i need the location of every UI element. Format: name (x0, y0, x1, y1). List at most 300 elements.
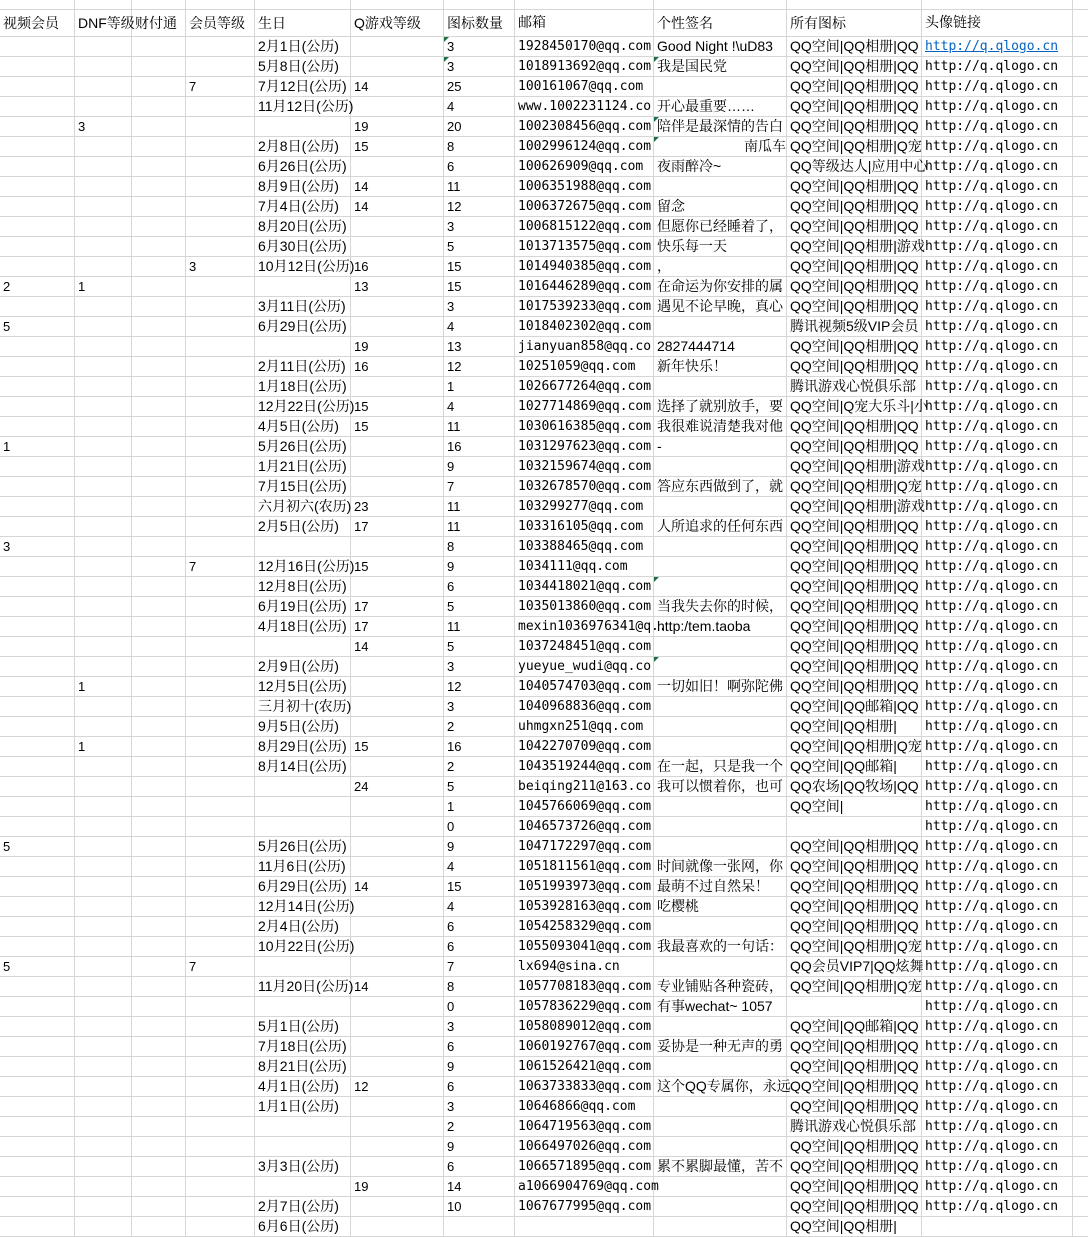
cell-icons[interactable]: QQ空间|QQ邮箱|QQ (787, 697, 922, 717)
cell-icons[interactable]: QQ空间|QQ相册|QQ (787, 637, 922, 657)
cell-dnf[interactable] (75, 897, 132, 917)
cell-birthday[interactable]: 8月9日(公历) (255, 177, 351, 197)
cell-icons[interactable]: QQ空间|QQ相册|QQ (787, 857, 922, 877)
cell-qgame[interactable] (351, 817, 444, 837)
cell-icon_count[interactable]: 15 (444, 877, 515, 897)
cell-signature[interactable]: 选择了就别放手，要 (654, 397, 787, 417)
cell-icons[interactable]: QQ空间|QQ相册|游戏 (787, 457, 922, 477)
cell-video_vip[interactable] (0, 497, 75, 517)
cell-icons[interactable]: QQ空间|QQ相册|游戏 (787, 237, 922, 257)
cell-caifutong[interactable] (132, 737, 186, 757)
cell-caifutong[interactable] (132, 817, 186, 837)
cell-member_level[interactable] (186, 517, 255, 537)
cell-avatar[interactable]: http://q.qlogo.cn (922, 777, 1073, 797)
cell-signature[interactable] (654, 177, 787, 197)
cell-video_vip[interactable] (0, 997, 75, 1017)
cell-icons[interactable]: QQ空间|QQ相册|QQ (787, 417, 922, 437)
cell-email[interactable]: jianyuan858@qq.co (515, 337, 654, 357)
cell-video_vip[interactable] (0, 677, 75, 697)
cell-qgame[interactable]: 17 (351, 517, 444, 537)
cell-avatar[interactable]: http://q.qlogo.cn (922, 817, 1073, 837)
cell-email[interactable]: 1063733833@qq.com (515, 1077, 654, 1097)
cell-avatar[interactable]: http://q.qlogo.cn (922, 957, 1073, 977)
cell-icons[interactable]: QQ空间|QQ相册|QQ (787, 177, 922, 197)
cell-avatar[interactable]: http://q.qlogo.cn (922, 117, 1073, 137)
cell-member_level[interactable]: 7 (186, 557, 255, 577)
cell-icons[interactable]: QQ空间|QQ相册|QQ (787, 917, 922, 937)
cell-icons[interactable]: 腾讯游戏心悦俱乐部 (787, 377, 922, 397)
cell-caifutong[interactable] (132, 277, 186, 297)
cell-member_level[interactable] (186, 57, 255, 77)
cell-email[interactable]: 1928450170@qq.com (515, 37, 654, 57)
cell-icons[interactable]: QQ空间|QQ相册|QQ (787, 877, 922, 897)
cell-caifutong[interactable] (132, 797, 186, 817)
cell-qgame[interactable] (351, 717, 444, 737)
cell-birthday[interactable]: 六月初六(农历) (255, 497, 351, 517)
cell-caifutong[interactable] (132, 57, 186, 77)
cell-video_vip[interactable] (0, 1057, 75, 1077)
cell-avatar[interactable]: http://q.qlogo.cn (922, 257, 1073, 277)
cell-qgame[interactable] (351, 437, 444, 457)
cell-avatar[interactable]: http://q.qlogo.cn (922, 997, 1073, 1017)
cell-caifutong[interactable] (132, 697, 186, 717)
cell-birthday[interactable] (255, 997, 351, 1017)
cell-qgame[interactable] (351, 997, 444, 1017)
cell-qgame[interactable]: 14 (351, 77, 444, 97)
cell-email[interactable]: 1013713575@qq.com (515, 237, 654, 257)
cell-icons[interactable]: QQ会员VIP7|QQ炫舞 (787, 957, 922, 977)
cell-caifutong[interactable] (132, 557, 186, 577)
cell-email[interactable]: 1035013860@qq.com (515, 597, 654, 617)
cell-member_level[interactable] (186, 477, 255, 497)
cell-member_level[interactable] (186, 597, 255, 617)
cell-dnf[interactable] (75, 817, 132, 837)
cell-avatar[interactable]: http://q.qlogo.cn (922, 157, 1073, 177)
cell-email[interactable]: 1046573726@qq.com (515, 817, 654, 837)
cell-icon_count[interactable]: 3 (444, 37, 515, 57)
cell-caifutong[interactable] (132, 677, 186, 697)
cell-icons[interactable]: QQ空间|QQ相册|Q宠 (787, 737, 922, 757)
cell-birthday[interactable]: 3月3日(公历) (255, 1157, 351, 1177)
cell-member_level[interactable] (186, 277, 255, 297)
cell-video_vip[interactable] (0, 297, 75, 317)
cell-dnf[interactable] (75, 997, 132, 1017)
cell-birthday[interactable]: 5月8日(公历) (255, 57, 351, 77)
cell-icons[interactable]: QQ空间|QQ相册|QQ (787, 837, 922, 857)
cell-member_level[interactable] (186, 1077, 255, 1097)
cell-caifutong[interactable] (132, 517, 186, 537)
cell-icons[interactable]: QQ空间|QQ相册|QQ (787, 517, 922, 537)
cell-birthday[interactable]: 11月20日(公历) (255, 977, 351, 997)
cell-caifutong[interactable] (132, 77, 186, 97)
cell-avatar[interactable]: http://q.qlogo.cn (922, 437, 1073, 457)
cell-email[interactable]: 1006815122@qq.com (515, 217, 654, 237)
cell-icons[interactable]: QQ空间|QQ相册|QQ (787, 597, 922, 617)
cell-email[interactable]: 1067677995@qq.com (515, 1197, 654, 1217)
cell-dnf[interactable]: 1 (75, 277, 132, 297)
cell-member_level[interactable] (186, 797, 255, 817)
cell-avatar[interactable]: http://q.qlogo.cn (922, 97, 1073, 117)
cell-video_vip[interactable] (0, 517, 75, 537)
cell-birthday[interactable]: 7月12日(公历) (255, 77, 351, 97)
cell-email[interactable]: 103299277@qq.com (515, 497, 654, 517)
cell-member_level[interactable] (186, 317, 255, 337)
column-header-signature[interactable]: 个性签名 (654, 10, 787, 37)
cell-birthday[interactable] (255, 537, 351, 557)
cell-member_level[interactable] (186, 457, 255, 477)
cell-icons[interactable] (787, 997, 922, 1017)
cell-birthday[interactable]: 7月18日(公历) (255, 1037, 351, 1057)
cell-member_level[interactable] (186, 937, 255, 957)
cell-caifutong[interactable] (132, 897, 186, 917)
cell-qgame[interactable]: 15 (351, 737, 444, 757)
cell-icons[interactable]: QQ空间|QQ相册|QQ (787, 657, 922, 677)
cell-email[interactable]: 1031297623@qq.com (515, 437, 654, 457)
cell-member_level[interactable] (186, 357, 255, 377)
cell-icon_count[interactable]: 3 (444, 57, 515, 77)
cell-icon_count[interactable]: 14 (444, 1177, 515, 1197)
cell-caifutong[interactable] (132, 357, 186, 377)
cell-member_level[interactable] (186, 1157, 255, 1177)
cell-member_level[interactable] (186, 777, 255, 797)
cell-caifutong[interactable] (132, 197, 186, 217)
cell-caifutong[interactable] (132, 297, 186, 317)
cell-signature[interactable]: 陪伴是最深情的告白 (654, 117, 787, 137)
cell-avatar[interactable]: http://q.qlogo.cn (922, 457, 1073, 477)
cell-email[interactable]: 1037248451@qq.com (515, 637, 654, 657)
cell-qgame[interactable]: 14 (351, 637, 444, 657)
cell-caifutong[interactable] (132, 417, 186, 437)
cell-dnf[interactable] (75, 297, 132, 317)
cell-birthday[interactable] (255, 1177, 351, 1197)
cell-qgame[interactable] (351, 217, 444, 237)
cell-qgame[interactable] (351, 917, 444, 937)
cell-dnf[interactable] (75, 357, 132, 377)
cell-avatar[interactable]: http://q.qlogo.cn (922, 1197, 1073, 1217)
cell-icon_count[interactable]: 2 (444, 757, 515, 777)
cell-video_vip[interactable] (0, 257, 75, 277)
cell-video_vip[interactable] (0, 197, 75, 217)
cell-dnf[interactable] (75, 437, 132, 457)
cell-signature[interactable]: 遇见不论早晚，真心 (654, 297, 787, 317)
cell-signature[interactable] (654, 1217, 787, 1237)
cell-video_vip[interactable] (0, 37, 75, 57)
cell-video_vip[interactable] (0, 777, 75, 797)
cell-dnf[interactable] (75, 257, 132, 277)
cell-dnf[interactable] (75, 1057, 132, 1077)
cell-qgame[interactable]: 16 (351, 357, 444, 377)
cell-signature[interactable]: ， (654, 257, 787, 277)
cell-signature[interactable] (654, 77, 787, 97)
cell-email[interactable]: 1002996124@qq.com (515, 137, 654, 157)
cell-birthday[interactable]: 5月26日(公历) (255, 437, 351, 457)
cell-email[interactable]: 1064719563@qq.com (515, 1117, 654, 1137)
cell-member_level[interactable] (186, 997, 255, 1017)
cell-member_level[interactable] (186, 757, 255, 777)
cell-qgame[interactable] (351, 1217, 444, 1237)
cell-avatar[interactable]: http://q.qlogo.cn (922, 657, 1073, 677)
cell-dnf[interactable] (75, 637, 132, 657)
cell-email[interactable]: 1053928163@qq.com (515, 897, 654, 917)
cell-video_vip[interactable] (0, 1017, 75, 1037)
cell-avatar[interactable]: http://q.qlogo.cn (922, 1157, 1073, 1177)
cell-email[interactable]: 10646866@qq.com (515, 1097, 654, 1117)
cell-video_vip[interactable] (0, 577, 75, 597)
cell-member_level[interactable] (186, 237, 255, 257)
cell-member_level[interactable] (186, 857, 255, 877)
cell-icons[interactable]: QQ空间|QQ相册|QQ (787, 1137, 922, 1157)
cell-qgame[interactable]: 15 (351, 137, 444, 157)
cell-dnf[interactable] (75, 137, 132, 157)
cell-birthday[interactable] (255, 797, 351, 817)
cell-video_vip[interactable] (0, 1177, 75, 1197)
cell-signature[interactable]: 专业铺贴各种瓷砖， (654, 977, 787, 997)
cell-signature[interactable]: 一切如旧！啊弥陀佛 (654, 677, 787, 697)
cell-signature[interactable] (654, 1097, 787, 1117)
cell-video_vip[interactable]: 3 (0, 537, 75, 557)
cell-birthday[interactable]: 4月1日(公历) (255, 1077, 351, 1097)
cell-caifutong[interactable] (132, 717, 186, 737)
cell-avatar[interactable]: http://q.qlogo.cn (922, 697, 1073, 717)
cell-caifutong[interactable] (132, 1117, 186, 1137)
cell-icons[interactable]: QQ空间|QQ相册|QQ (787, 197, 922, 217)
cell-caifutong[interactable] (132, 1217, 186, 1237)
cell-email[interactable]: 1066497026@qq.com (515, 1137, 654, 1157)
cell-birthday[interactable]: 6月29日(公历) (255, 317, 351, 337)
cell-signature[interactable] (654, 1177, 787, 1197)
cell-qgame[interactable]: 16 (351, 257, 444, 277)
cell-member_level[interactable] (186, 1117, 255, 1137)
cell-qgame[interactable] (351, 857, 444, 877)
cell-member_level[interactable] (186, 977, 255, 997)
cell-icon_count[interactable]: 6 (444, 1037, 515, 1057)
cell-icons[interactable]: QQ等级达人|应用中心 (787, 157, 922, 177)
cell-icon_count[interactable]: 0 (444, 997, 515, 1017)
cell-signature[interactable] (654, 537, 787, 557)
cell-avatar[interactable]: http://q.qlogo.cn (922, 317, 1073, 337)
cell-caifutong[interactable] (132, 1077, 186, 1097)
cell-icon_count[interactable]: 13 (444, 337, 515, 357)
cell-qgame[interactable] (351, 1157, 444, 1177)
cell-member_level[interactable] (186, 817, 255, 837)
cell-icons[interactable]: QQ空间|QQ相册|Q宠 (787, 977, 922, 997)
cell-email[interactable]: 1040968836@qq.com (515, 697, 654, 717)
cell-caifutong[interactable] (132, 377, 186, 397)
cell-signature[interactable] (654, 317, 787, 337)
cell-email[interactable]: 1055093041@qq.com (515, 937, 654, 957)
cell-icons[interactable]: QQ空间|QQ相册|QQ (787, 677, 922, 697)
cell-caifutong[interactable] (132, 977, 186, 997)
cell-avatar[interactable]: http://q.qlogo.cn (922, 377, 1073, 397)
cell-video_vip[interactable] (0, 637, 75, 657)
cell-video_vip[interactable] (0, 757, 75, 777)
cell-signature[interactable] (654, 837, 787, 857)
cell-video_vip[interactable]: 5 (0, 837, 75, 857)
cell-birthday[interactable]: 8月29日(公历) (255, 737, 351, 757)
cell-dnf[interactable] (75, 577, 132, 597)
cell-birthday[interactable]: 2月8日(公历) (255, 137, 351, 157)
cell-dnf[interactable] (75, 917, 132, 937)
cell-signature[interactable]: 在命运为你安排的属 (654, 277, 787, 297)
cell-signature[interactable] (654, 957, 787, 977)
cell-video_vip[interactable] (0, 1117, 75, 1137)
cell-member_level[interactable] (186, 1137, 255, 1157)
cell-qgame[interactable] (351, 1037, 444, 1057)
cell-dnf[interactable] (75, 217, 132, 237)
cell-icons[interactable]: QQ空间|QQ相册|游戏 (787, 497, 922, 517)
cell-signature[interactable] (654, 817, 787, 837)
cell-icons[interactable]: QQ空间|QQ相册|QQ (787, 77, 922, 97)
cell-icon_count[interactable]: 8 (444, 977, 515, 997)
cell-qgame[interactable] (351, 937, 444, 957)
cell-birthday[interactable]: 12月14日(公历) (255, 897, 351, 917)
cell-video_vip[interactable]: 5 (0, 317, 75, 337)
cell-signature[interactable]: 我最喜欢的一句话： (654, 937, 787, 957)
cell-caifutong[interactable] (132, 337, 186, 357)
cell-qgame[interactable]: 17 (351, 617, 444, 637)
cell-signature[interactable] (654, 797, 787, 817)
cell-signature[interactable] (654, 1137, 787, 1157)
cell-caifutong[interactable] (132, 1137, 186, 1157)
cell-avatar[interactable]: http://q.qlogo.cn (922, 1097, 1073, 1117)
cell-member_level[interactable] (186, 537, 255, 557)
cell-member_level[interactable] (186, 157, 255, 177)
cell-qgame[interactable] (351, 697, 444, 717)
cell-member_level[interactable] (186, 617, 255, 637)
cell-email[interactable]: 1042270709@qq.com (515, 737, 654, 757)
cell-caifutong[interactable] (132, 857, 186, 877)
cell-dnf[interactable]: 1 (75, 677, 132, 697)
cell-signature[interactable]: 在一起，只是我一个 (654, 757, 787, 777)
cell-avatar[interactable]: http://q.qlogo.cn (922, 537, 1073, 557)
cell-icons[interactable]: QQ空间| (787, 797, 922, 817)
cell-birthday[interactable]: 12月8日(公历) (255, 577, 351, 597)
cell-caifutong[interactable] (132, 1197, 186, 1217)
cell-signature[interactable]: - (654, 437, 787, 457)
cell-icon_count[interactable]: 1 (444, 377, 515, 397)
cell-member_level[interactable] (186, 577, 255, 597)
cell-icons[interactable]: QQ空间|QQ相册|QQ (787, 617, 922, 637)
cell-dnf[interactable] (75, 537, 132, 557)
cell-qgame[interactable]: 19 (351, 117, 444, 137)
cell-email[interactable]: 1026677264@qq.com (515, 377, 654, 397)
cell-icon_count[interactable]: 6 (444, 917, 515, 937)
cell-member_level[interactable] (186, 1177, 255, 1197)
cell-email[interactable]: 1040574703@qq.com (515, 677, 654, 697)
cell-icons[interactable]: QQ空间|QQ相册|QQ (787, 217, 922, 237)
cell-icon_count[interactable]: 5 (444, 237, 515, 257)
cell-icon_count[interactable]: 9 (444, 837, 515, 857)
cell-dnf[interactable] (75, 157, 132, 177)
cell-icons[interactable]: QQ空间|QQ相册|QQ (787, 1097, 922, 1117)
cell-dnf[interactable] (75, 857, 132, 877)
cell-caifutong[interactable] (132, 237, 186, 257)
cell-email[interactable]: 1018913692@qq.com (515, 57, 654, 77)
cell-signature[interactable]: 留念 (654, 197, 787, 217)
cell-video_vip[interactable] (0, 137, 75, 157)
cell-caifutong[interactable] (132, 937, 186, 957)
cell-email[interactable]: 1051993973@qq.com (515, 877, 654, 897)
cell-dnf[interactable] (75, 457, 132, 477)
column-header-caifutong[interactable]: 财付通 (132, 10, 186, 37)
cell-email[interactable]: 1032678570@qq.com (515, 477, 654, 497)
cell-qgame[interactable] (351, 457, 444, 477)
cell-icons[interactable]: QQ空间|QQ相册|QQ (787, 437, 922, 457)
cell-email[interactable]: a1066904769@qq.com (515, 1177, 654, 1197)
cell-video_vip[interactable] (0, 77, 75, 97)
cell-video_vip[interactable] (0, 717, 75, 737)
cell-member_level[interactable] (186, 177, 255, 197)
cell-signature[interactable] (654, 1017, 787, 1037)
cell-signature[interactable]: 新年快乐！ (654, 357, 787, 377)
cell-qgame[interactable]: 17 (351, 597, 444, 617)
cell-member_level[interactable] (186, 137, 255, 157)
cell-icons[interactable]: QQ空间|QQ相册| (787, 717, 922, 737)
cell-icons[interactable]: QQ空间|QQ相册|QQ (787, 97, 922, 117)
cell-dnf[interactable] (75, 777, 132, 797)
cell-signature[interactable]: http:/tem.taoba (654, 617, 787, 637)
cell-icon_count[interactable]: 9 (444, 457, 515, 477)
cell-dnf[interactable]: 3 (75, 117, 132, 137)
cell-dnf[interactable] (75, 97, 132, 117)
cell-member_level[interactable] (186, 117, 255, 137)
cell-dnf[interactable] (75, 1217, 132, 1237)
cell-icon_count[interactable]: 3 (444, 657, 515, 677)
cell-birthday[interactable]: 5月1日(公历) (255, 1017, 351, 1037)
cell-email[interactable]: 100161067@qq.com (515, 77, 654, 97)
cell-icon_count[interactable]: 20 (444, 117, 515, 137)
cell-member_level[interactable] (186, 737, 255, 757)
cell-icons[interactable]: QQ空间|QQ相册|QQ (787, 337, 922, 357)
cell-qgame[interactable] (351, 897, 444, 917)
cell-dnf[interactable] (75, 1037, 132, 1057)
cell-dnf[interactable] (75, 1077, 132, 1097)
cell-dnf[interactable] (75, 1177, 132, 1197)
cell-icon_count[interactable]: 8 (444, 537, 515, 557)
cell-avatar[interactable]: http://q.qlogo.cn (922, 917, 1073, 937)
cell-birthday[interactable]: 8月21日(公历) (255, 1057, 351, 1077)
avatar-link[interactable]: http://q.qlogo.cn (925, 39, 1059, 54)
cell-icons[interactable]: QQ空间|QQ相册|QQ (787, 297, 922, 317)
cell-video_vip[interactable] (0, 1037, 75, 1057)
cell-birthday[interactable]: 12月22日(公历) (255, 397, 351, 417)
cell-member_level[interactable] (186, 377, 255, 397)
cell-signature[interactable]: 南瓜车 (654, 137, 787, 157)
cell-signature[interactable]: 累不累脚最懂，苦不 (654, 1157, 787, 1177)
cell-member_level[interactable] (186, 417, 255, 437)
cell-video_vip[interactable] (0, 157, 75, 177)
cell-qgame[interactable] (351, 757, 444, 777)
cell-member_level[interactable] (186, 677, 255, 697)
cell-video_vip[interactable] (0, 217, 75, 237)
cell-email[interactable]: 1017539233@qq.com (515, 297, 654, 317)
cell-avatar[interactable]: http://q.qlogo.cn (922, 937, 1073, 957)
cell-email[interactable]: 1045766069@qq.com (515, 797, 654, 817)
cell-member_level[interactable] (186, 437, 255, 457)
cell-avatar[interactable]: http://q.qlogo.cn (922, 617, 1073, 637)
cell-member_level[interactable] (186, 657, 255, 677)
cell-qgame[interactable]: 14 (351, 877, 444, 897)
cell-avatar[interactable]: http://q.qlogo.cn (922, 757, 1073, 777)
cell-avatar[interactable]: http://q.qlogo.cn (922, 417, 1073, 437)
cell-video_vip[interactable] (0, 97, 75, 117)
cell-birthday[interactable]: 三月初十(农历) (255, 697, 351, 717)
cell-caifutong[interactable] (132, 1157, 186, 1177)
cell-icons[interactable]: QQ空间|QQ相册|QQ (787, 1157, 922, 1177)
cell-birthday[interactable]: 6月19日(公历) (255, 597, 351, 617)
cell-icon_count[interactable]: 4 (444, 317, 515, 337)
cell-email[interactable]: 1060192767@qq.com (515, 1037, 654, 1057)
